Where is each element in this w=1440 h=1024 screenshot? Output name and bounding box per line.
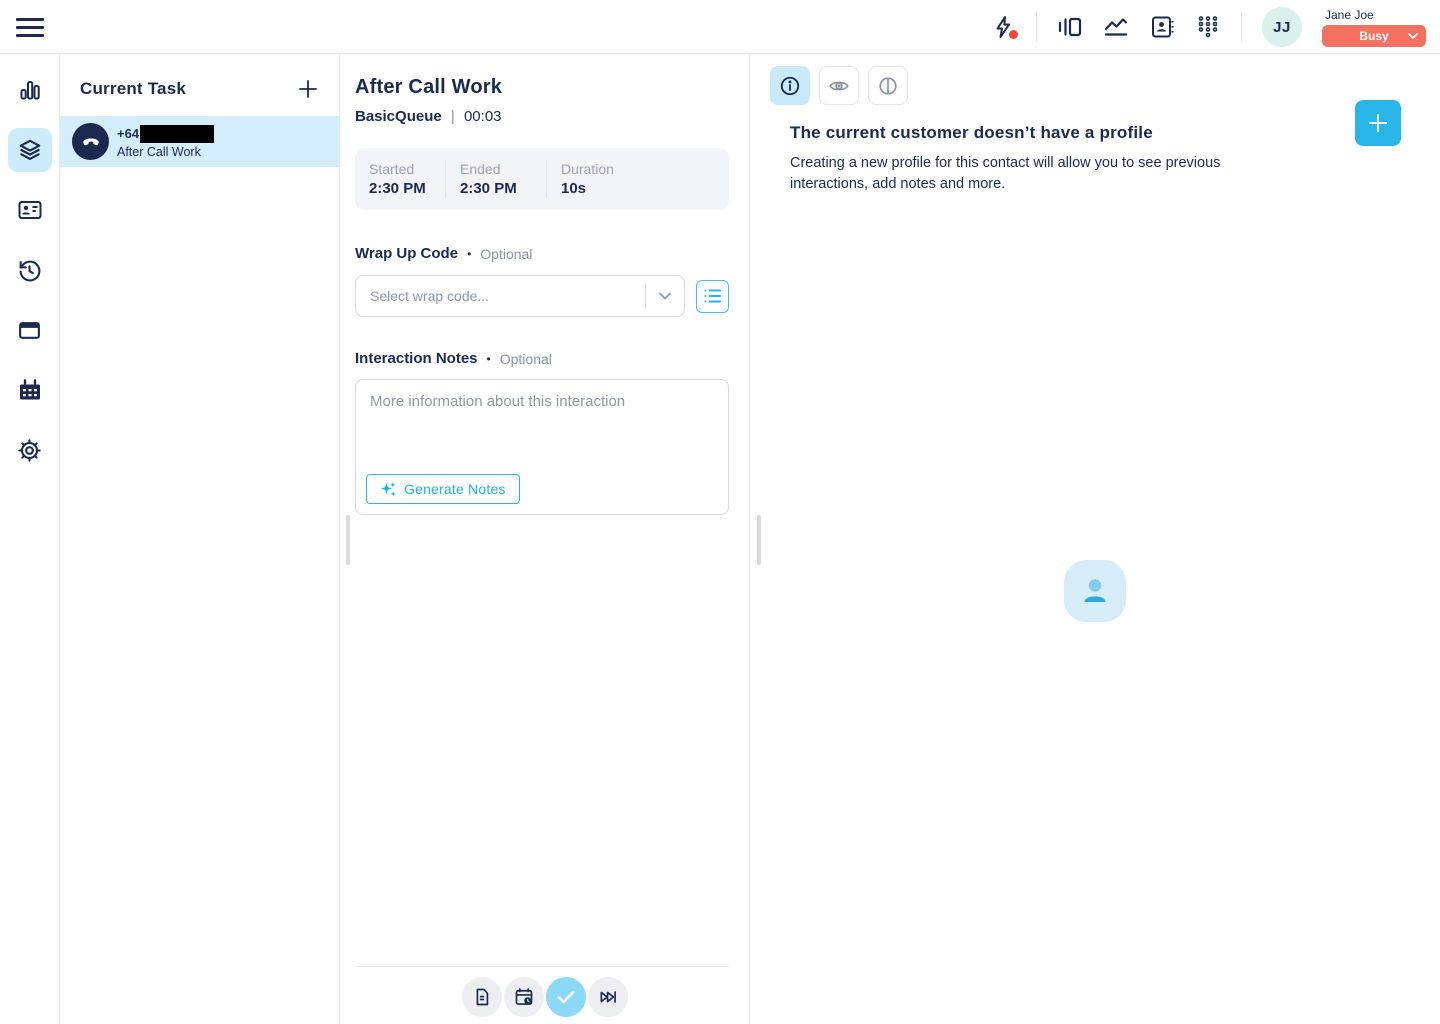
dialpad-icon[interactable]	[1195, 14, 1221, 40]
rail-item-history[interactable]	[0, 240, 60, 300]
history-clock-icon	[8, 248, 52, 292]
notes-label: Interaction Notes	[355, 350, 478, 367]
top-bar	[0, 0, 1440, 54]
rail-item-browser[interactable]	[0, 300, 60, 360]
generate-notes-button[interactable]	[366, 474, 520, 504]
layers-icon	[8, 128, 52, 172]
rail-item-settings[interactable]	[0, 420, 60, 480]
task-phone-prefix: +64	[117, 126, 140, 141]
call-summary-box	[355, 148, 729, 210]
phone-on-hook-icon	[72, 123, 109, 160]
rail-item-tasks[interactable]	[0, 120, 60, 180]
user-block	[1322, 8, 1426, 47]
calendar-icon	[8, 368, 52, 412]
footer-divider	[355, 966, 729, 967]
gear-icon	[8, 428, 52, 472]
tab-profile-compare[interactable]	[868, 66, 908, 105]
split-circle-icon	[877, 75, 899, 97]
topbar-divider	[1036, 12, 1037, 42]
interaction-notes-section	[355, 350, 729, 515]
user-name: Jane Joe	[1325, 7, 1374, 22]
rail-item-calendar[interactable]	[0, 360, 60, 420]
separator: |	[450, 108, 455, 125]
wrap-code-select[interactable]	[355, 275, 685, 317]
notes-document-button[interactable]	[462, 977, 502, 1017]
bolt-notification-icon[interactable]	[990, 14, 1016, 40]
ended-label: Ended	[460, 161, 501, 177]
add-task-button[interactable]	[295, 76, 321, 102]
redacted-phone-number	[140, 125, 214, 143]
metrics-line-chart-icon[interactable]	[1103, 14, 1129, 40]
skip-next-icon	[598, 988, 618, 1006]
summary-duration	[547, 161, 614, 197]
rail-item-contact-card[interactable]	[0, 180, 60, 240]
bullet: •	[486, 351, 491, 366]
started-value: 2:30 PM	[369, 180, 426, 197]
notes-textarea[interactable]	[356, 380, 728, 472]
profile-tabs	[750, 54, 1440, 105]
id-card-icon	[8, 188, 52, 232]
complete-task-button[interactable]	[546, 977, 586, 1017]
plus-icon	[296, 77, 320, 101]
select-right	[645, 276, 684, 316]
wrap-up-label: Wrap Up Code	[355, 245, 459, 262]
no-profile-body: Creating a new profile for this contact will allow you to see previous interactions, add notes and more.	[790, 155, 1221, 193]
topbar-divider	[1241, 12, 1242, 42]
window-icon	[8, 308, 52, 352]
summary-started	[355, 161, 445, 197]
left-nav-rail	[0, 54, 60, 1024]
detail-title: After Call Work	[355, 76, 503, 98]
status-busy-button[interactable]	[1322, 25, 1426, 47]
chevron-down-icon	[1407, 31, 1419, 41]
chevron-down-icon[interactable]	[646, 291, 684, 301]
tab-profile-view[interactable]	[819, 66, 859, 105]
list-icon	[704, 288, 722, 304]
notes-box	[355, 379, 729, 515]
user-avatar[interactable]: JJ	[1262, 7, 1302, 47]
check-icon	[556, 988, 576, 1006]
summary-ended	[446, 161, 546, 197]
no-profile-message	[750, 105, 1440, 195]
contacts-book-icon[interactable]	[1149, 14, 1175, 40]
current-task-title: Current Task	[80, 79, 187, 98]
person-icon	[1075, 571, 1115, 611]
queue-name: BasicQueue	[355, 108, 442, 125]
hamburger-menu-icon[interactable]	[16, 13, 44, 41]
skip-next-button[interactable]	[588, 977, 628, 1017]
wrap-code-placeholder: Select wrap code...	[370, 288, 490, 304]
task-detail-panel	[340, 54, 750, 1024]
task-list-item[interactable]	[60, 116, 339, 167]
customer-profile-panel	[750, 54, 1440, 1024]
bar-chart-icon	[8, 68, 52, 112]
info-icon	[779, 75, 801, 97]
queue-timer-line	[355, 108, 729, 125]
wrap-code-list-button[interactable]	[696, 280, 729, 313]
task-action-bar	[340, 977, 749, 1017]
tab-profile-info[interactable]	[770, 66, 810, 105]
schedule-callback-button[interactable]	[504, 977, 544, 1017]
ended-value: 2:30 PM	[460, 180, 517, 197]
rail-item-metrics[interactable]	[0, 60, 60, 120]
panel-resize-handle-left[interactable]	[346, 515, 350, 565]
generate-notes-label: Generate Notes	[404, 481, 506, 497]
panel-resize-handle-right[interactable]	[757, 515, 761, 565]
no-profile-heading: The current customer doesn’t have a profile	[790, 123, 1153, 142]
eye-icon	[828, 75, 850, 97]
notification-red-dot	[1009, 30, 1018, 39]
sparkle-icon	[380, 481, 397, 498]
duration-label: Duration	[561, 161, 614, 177]
acw-timer: 00:03	[463, 108, 502, 125]
task-state-label: After Call Work	[117, 144, 201, 159]
panels-icon[interactable]	[1057, 14, 1083, 40]
status-label: Busy	[1359, 28, 1389, 43]
current-task-panel	[60, 54, 340, 1024]
wrap-up-section	[355, 245, 729, 317]
profile-placeholder-avatar	[1064, 560, 1126, 622]
create-profile-button[interactable]	[1355, 100, 1401, 146]
wrap-up-optional: Optional	[480, 245, 533, 262]
bullet: •	[467, 246, 472, 261]
current-task-header	[60, 54, 339, 116]
topbar-right-cluster	[990, 0, 1426, 54]
task-texts	[117, 125, 214, 159]
plus-icon	[1365, 110, 1391, 136]
document-icon	[472, 987, 492, 1007]
notes-optional: Optional	[499, 350, 552, 367]
calendar-clock-icon	[514, 987, 534, 1007]
started-label: Started	[369, 161, 415, 177]
duration-value: 10s	[561, 180, 587, 197]
